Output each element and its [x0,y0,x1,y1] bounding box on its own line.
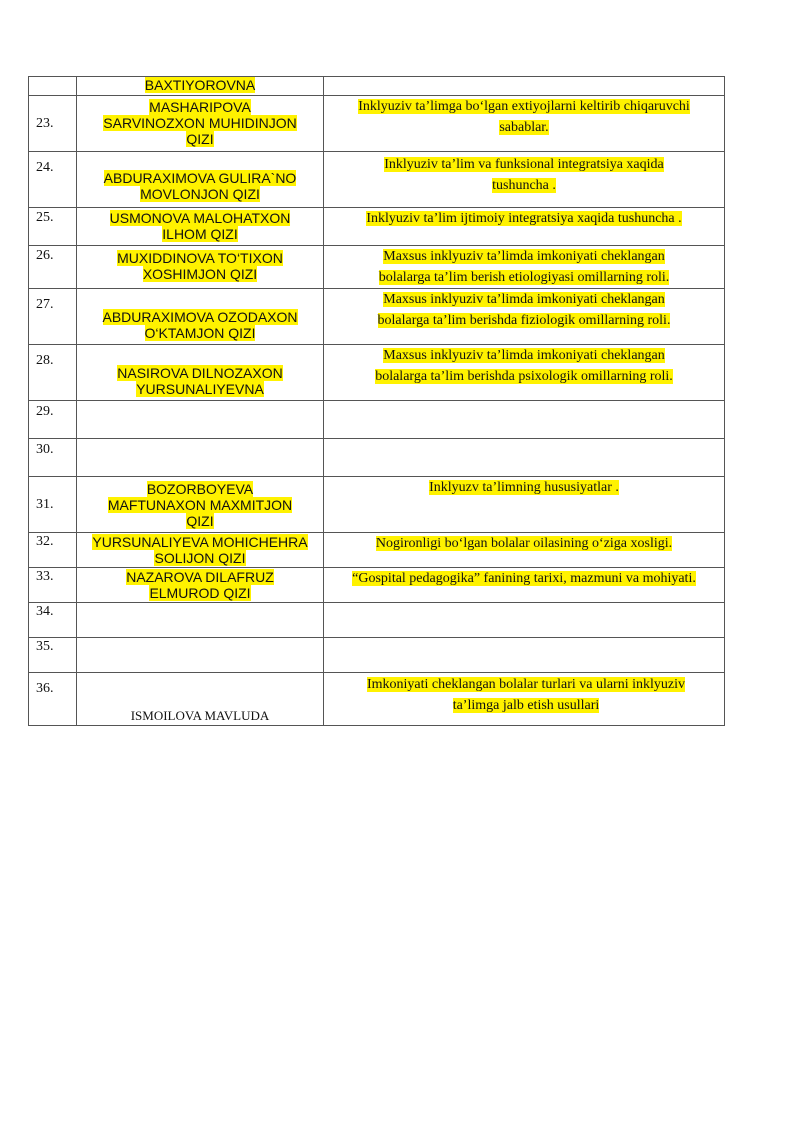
student-name-line: MOVLONJON QIZI [140,186,260,202]
student-name-cell [77,77,324,96]
topic-line: bolalarga ta’lim berishda fiziologik omillarning roli. [377,313,671,328]
student-name-line: ELMUROD QIZI [149,585,251,601]
table-row [29,96,725,152]
student-name-line: XOSHIMJON QIZI [142,266,258,282]
topic-cell [324,673,725,726]
student-name-line: NAZAROVA DILAFRUZ [126,569,274,585]
table-row [29,439,725,477]
topic-line: Inklyuziv ta’lim ijtimoiy integratsiya xaqida tushuncha . [366,211,682,226]
topic-cell [324,603,725,638]
topic-cell [324,533,725,568]
student-name-line: ABDURAXIMOVA GULIRA`NO [103,170,297,186]
topic-line: “Gospital pedagogika” fanining tarixi, mazmuni va mohiyati. [352,571,696,586]
topic-line: Maxsus inklyuziv ta’limda imkoniyati cheklangan [383,348,665,363]
row-number: 35. [29,638,77,673]
topic-line: Imkoniyati cheklangan bolalar turlari va ularni inklyuziv [366,677,685,692]
table-row [29,401,725,439]
topic-line: sabablar. [499,120,549,135]
student-name-cell [77,246,324,289]
student-name-cell [77,96,324,152]
student-name-line: QIZI [186,131,214,147]
student-name-line: USMONOVA MALOHATXON [109,210,291,226]
table-row [29,603,725,638]
student-name-line: ABDURAXIMOVA OZODAXON [102,309,298,325]
topic-line: ta’limga jalb etish usullari [452,698,600,713]
row-number: 24. [29,152,77,208]
student-name-line: SARVINOZXON MUHIDINJON [103,115,297,131]
table-row [29,345,725,401]
student-name-line: YURSUNALIYEVA MOHICHEHRA [92,534,308,550]
student-topic-table [28,76,725,726]
table-row [29,673,725,726]
student-name-line: BOZORBOYEVA [146,481,254,497]
student-name-cell [77,152,324,208]
student-name-cell [77,345,324,401]
table-row [29,77,725,96]
topic-cell [324,289,725,345]
student-name-line: MUXIDDINOVA TO‘TIXON [117,250,283,266]
row-number: 32. [29,533,77,568]
student-name-cell [77,603,324,638]
row-number: 30. [29,439,77,477]
table-row [29,289,725,345]
student-name-line: MASHARIPOVA [149,99,251,115]
table-row [29,533,725,568]
topic-line: Maxsus inklyuziv ta’limda imkoniyati cheklangan [383,249,665,264]
student-name-cell [77,477,324,533]
topic-cell [324,568,725,603]
row-number: 23. [29,96,77,152]
row-number: 26. [29,246,77,289]
table-row [29,152,725,208]
student-name-line: QIZI [186,513,214,529]
topic-cell [324,96,725,152]
topic-line: bolalarga ta’lim berish etiologiyasi omillarning roli. [378,270,670,285]
table-row [29,246,725,289]
student-name-line: MAFTUNAXON MAXMITJON [107,497,293,513]
topic-line: Maxsus inklyuziv ta’limda imkoniyati cheklangan [383,292,665,307]
topic-line: Nogironligi bo‘lgan bolalar oilasining o‘ziga xosligi. [375,536,673,551]
topic-cell [324,77,725,96]
table-row [29,477,725,533]
student-name-line: BAXTIYOROVNA [144,77,256,93]
topic-line: tushuncha . [492,178,556,193]
student-name-line: ILHOM QIZI [162,226,238,242]
student-name-line: SOLIJON QIZI [154,550,246,566]
student-name-line: O‘KTAMJON QIZI [144,325,256,341]
topic-cell [324,152,725,208]
student-name-cell [77,638,324,673]
student-name-cell [77,533,324,568]
topic-cell [324,246,725,289]
student-name-line: ISMOILOVA MAVLUDA [130,708,270,723]
student-name-cell [77,208,324,246]
table-row [29,208,725,246]
table-row [29,568,725,603]
table-row [29,638,725,673]
topic-cell [324,477,725,533]
student-name-cell [77,439,324,477]
row-number [29,77,77,96]
student-name-line: YURSUNALIYEVNA [136,381,264,397]
topic-cell [324,208,725,246]
topic-cell [324,638,725,673]
student-name-cell [77,401,324,439]
student-name-cell [77,568,324,603]
topic-cell [324,345,725,401]
row-number: 33. [29,568,77,603]
row-number: 27. [29,289,77,345]
topic-line: Inklyuziv ta’lim va funksional integratsiya xaqida [384,157,664,172]
row-number: 25. [29,208,77,246]
topic-line: bolalarga ta’lim berishda psixologik omillarning roli. [375,369,673,384]
row-number: 28. [29,345,77,401]
topic-cell [324,401,725,439]
student-name-line: NASIROVA DILNOZAXON [117,365,283,381]
row-number: 31. [29,477,77,533]
row-number: 34. [29,603,77,638]
topic-cell [324,439,725,477]
topic-line: Inklyuzv ta’limning hususiyatlar . [429,480,619,495]
row-number: 36. [29,673,77,726]
student-name-cell [77,289,324,345]
student-name-cell [77,673,324,726]
row-number: 29. [29,401,77,439]
topic-line: Inklyuziv ta’limga bo‘lgan extiyojlarni keltirib chiqaruvchi [358,99,690,114]
